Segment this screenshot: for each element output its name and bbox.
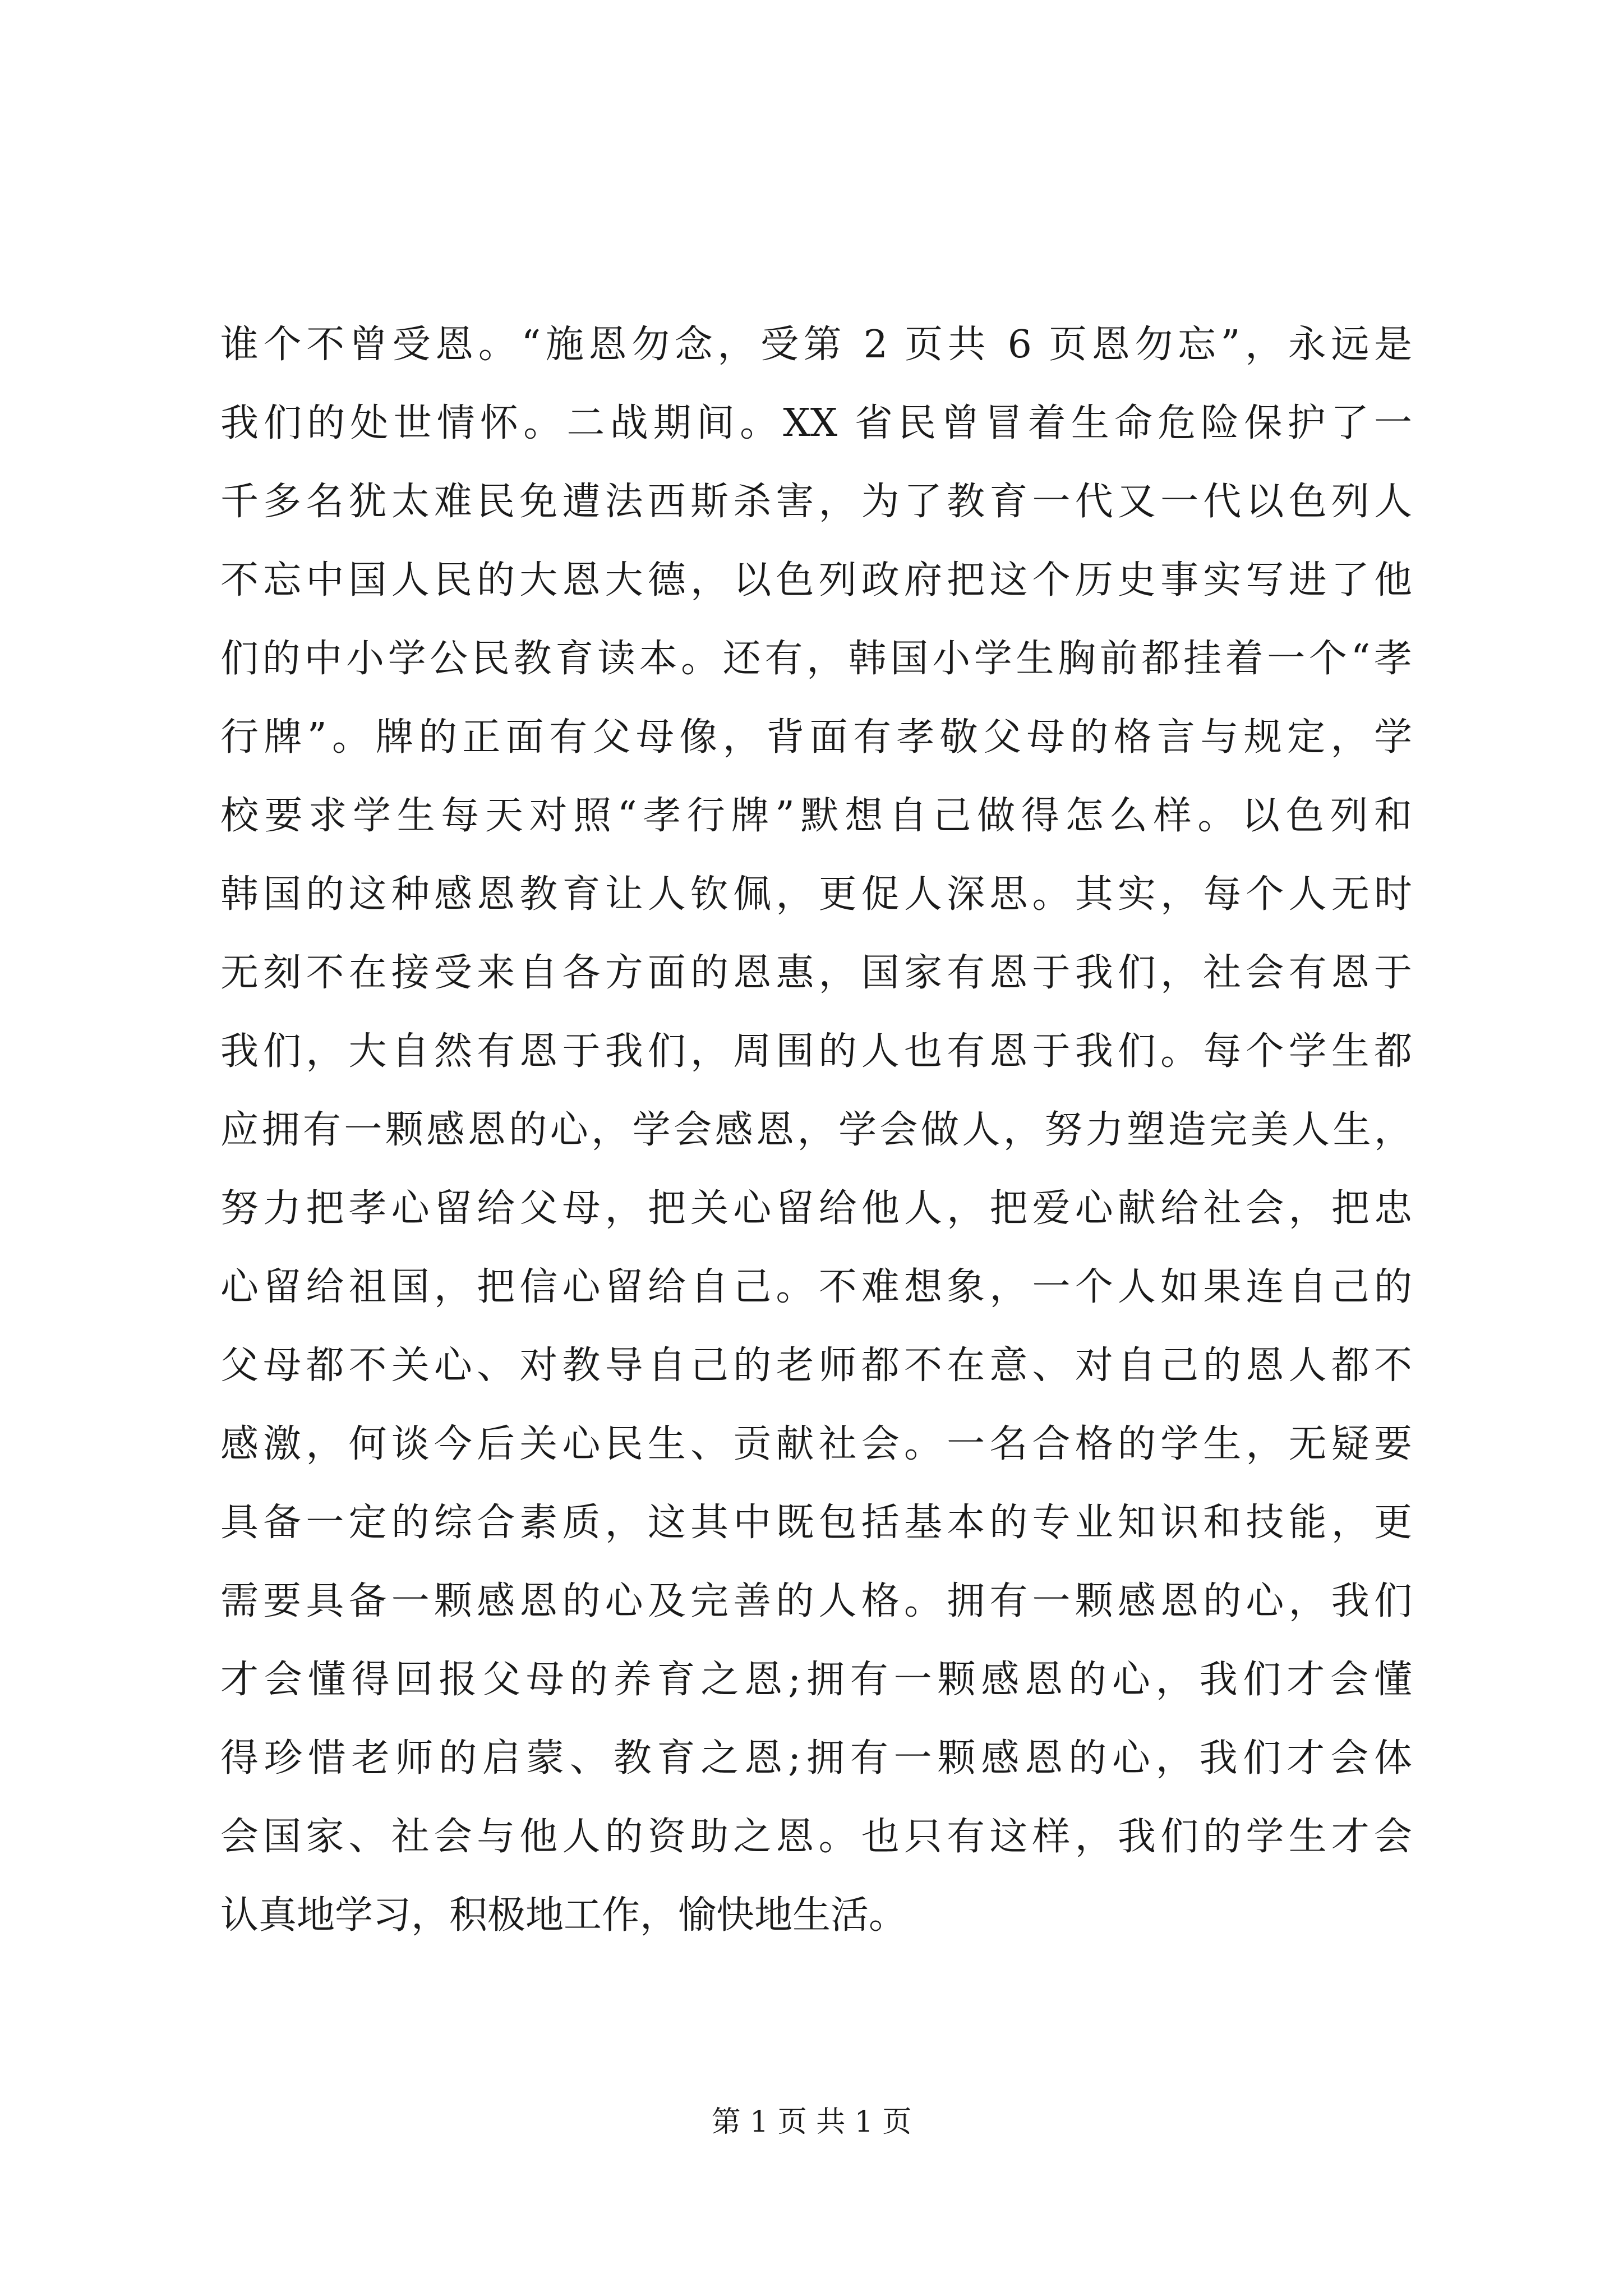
text-line: 无刻不在接受来自各方面的恩惠，国家有恩于我们，社会有恩于 — [220, 951, 1412, 995]
text-line: 需要具备一颗感恩的心及完善的人格。拥有一颗感恩的心，我们 — [220, 1579, 1412, 1623]
text-line: 谁个不曾受恩。“施恩勿念，受第 2 页共 6 页恩勿忘”，永远是 — [220, 323, 1412, 367]
text-line: 应拥有一颗感恩的心，学会感恩，学会做人，努力塑造完美人生， — [220, 1108, 1412, 1152]
text-line: 努力把孝心留给父母，把关心留给他人，把爱心献给社会，把忠 — [220, 1186, 1412, 1231]
text-line: 心留给祖国，把信心留给自己。不难想象，一个人如果连自己的 — [220, 1265, 1412, 1309]
text-line: 会国家、社会与他人的资助之恩。也只有这样，我们的学生才会 — [220, 1815, 1412, 1859]
text-line: 们的中小学公民教育读本。还有，韩国小学生胸前都挂着一个“孝 — [220, 637, 1412, 681]
page-footer: 第 1 页 共 1 页 — [711, 2105, 912, 2139]
text-line: 我们的处世情怀。二战期间。XX 省民曾冒着生命危险保护了一 — [220, 401, 1412, 445]
text-line: 我们，大自然有恩于我们，周围的人也有恩于我们。每个学生都 — [220, 1029, 1412, 1074]
text-line: 行牌”。牌的正面有父母像，背面有孝敬父母的格言与规定，学 — [220, 715, 1412, 760]
body-paragraph — [220, 306, 1412, 1955]
text-line: 千多名犹太难民免遭法西斯杀害，为了教育一代又一代以色列人 — [220, 480, 1412, 524]
text-line: 具备一定的综合素质，这其中既包括基本的专业知识和技能，更 — [220, 1501, 1412, 1545]
text-line: 校要求学生每天对照“孝行牌”默想自己做得怎么样。以色列和 — [220, 794, 1412, 838]
text-line: 父母都不关心、对教导自己的老师都不在意、对自己的恩人都不 — [220, 1343, 1412, 1388]
text-line: 认真地学习，积极地工作，愉快地生活。 — [220, 1893, 907, 1938]
text-line: 不忘中国人民的大恩大德，以色列政府把这个历史事实写进了他 — [220, 558, 1412, 602]
text-line: 感激，何谈今后关心民生、贡献社会。一名合格的学生，无疑要 — [220, 1422, 1412, 1466]
text-line: 韩国的这种感恩教育让人钦佩，更促人深思。其实，每个人无时 — [220, 872, 1412, 917]
text-line: 得珍惜老师的启蒙、教育之恩;拥有一颗感恩的心，我们才会体 — [220, 1736, 1412, 1780]
text-line: 才会懂得回报父母的养育之恩;拥有一颗感恩的心，我们才会懂 — [220, 1658, 1412, 1702]
